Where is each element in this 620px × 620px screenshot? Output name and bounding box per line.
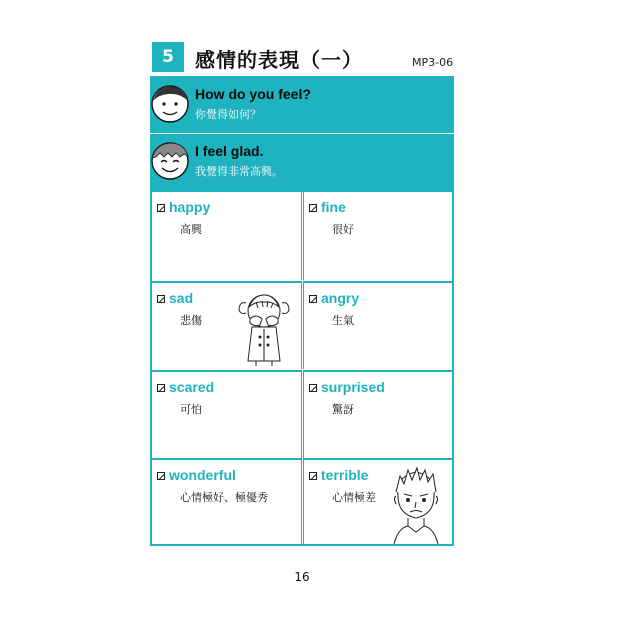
vocab-word-en: fine [321,199,346,215]
vocab-word-zh: 心情極好、極優秀 [180,491,268,504]
dialog-question-zh: 你覺得如何？ [195,108,261,121]
vocab-word-en: surprised [321,379,385,395]
vocab-cell [303,458,453,546]
dialog-line-answer [150,133,454,190]
dialog-question-en: How do you feel? [195,86,311,102]
checkbox-icon [309,384,317,392]
vocab-cell [303,370,453,458]
page-number: 16 [294,570,310,584]
page-title: 感情的表現（一） [195,48,363,72]
crying-girl-illustration [236,289,292,367]
checkbox-icon [157,295,165,303]
dialog-answer-en: I feel glad. [195,143,264,159]
vocab-word-en: scared [169,379,215,395]
vocab-word-en: sad [169,290,194,306]
checkbox-icon [309,204,317,212]
lesson-number: 5 [162,47,174,67]
dialog-line-question [150,76,454,134]
checkbox-icon [157,384,165,392]
vocab-word-zh: 驚訝 [332,403,354,416]
checkbox-icon [157,472,165,480]
upset-boy-illustration [390,466,442,544]
vocab-cell [303,192,453,280]
vocab-word-zh: 悲傷 [180,314,202,327]
checkbox-icon [309,472,317,480]
checkbox-icon [309,295,317,303]
dialog-answer-zh: 我覺得非常高興。 [195,165,283,178]
face-icon [148,138,192,182]
vocab-cell [152,370,302,458]
vocab-word-zh: 心情極差 [332,491,376,504]
vocab-word-zh: 很好 [332,223,354,236]
vocab-cell [152,458,302,546]
lesson-number-badge [152,42,184,72]
vocab-word-zh: 可怕 [180,403,202,416]
vocab-word-en: terrible [321,467,369,483]
vocab-word-en: wonderful [169,467,236,483]
face-icon [148,81,192,125]
vocab-word-en: happy [169,199,211,215]
vocab-cell [152,192,302,280]
vocab-cell [303,281,453,369]
vocab-word-zh: 生氣 [332,314,354,327]
dialog-panel [150,76,454,190]
vocabulary-grid [150,190,454,546]
checkbox-icon [157,204,165,212]
vocab-word-en: angry [321,290,360,306]
vocab-cell [152,281,302,369]
audio-track-code: MP3-06 [412,56,454,69]
vocab-word-zh: 高興 [180,223,202,236]
